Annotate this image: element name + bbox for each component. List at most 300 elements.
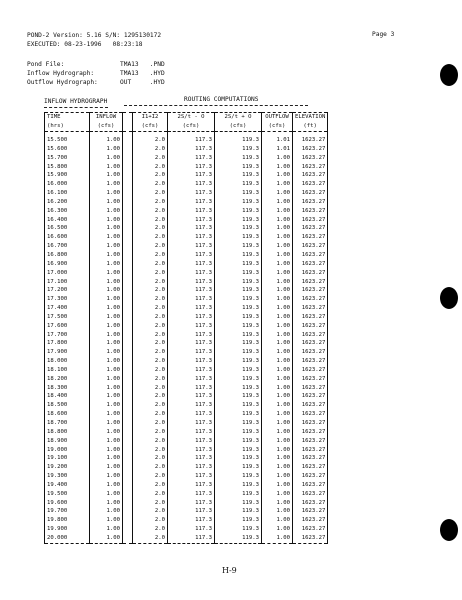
inflow-cell: 1.00: [90, 136, 123, 145]
pond-file-label: Pond File:: [27, 61, 65, 68]
col-time-header: TIME: [45, 113, 90, 123]
i1i2-cell: 2.0: [133, 507, 168, 516]
time-cell: 19.600: [45, 499, 90, 508]
time-cell: 18.600: [45, 410, 90, 419]
outflow-cell: 1.00: [262, 339, 293, 348]
i1i2-cell: 2.0: [133, 145, 168, 154]
table-row: [45, 145, 328, 154]
elevation-cell: 1623.27: [293, 163, 328, 172]
elevation-cell: 1623.27: [293, 260, 328, 269]
elevation-cell: 1623.27: [293, 224, 328, 233]
elevation-cell: 1623.27: [293, 313, 328, 322]
table-row: [45, 233, 328, 242]
2st-plus-o-cell: 119.3: [215, 136, 262, 145]
2st-minus-o-cell: 117.3: [168, 534, 215, 543]
col-2st-minus-o-unit: (cfs): [168, 122, 215, 132]
column-unit-row: [45, 122, 328, 132]
2st-minus-o-cell: 117.3: [168, 304, 215, 313]
table-row: [45, 507, 328, 516]
col-outflow-header: OUTFLOW: [262, 113, 293, 123]
elevation-cell: 1623.27: [293, 534, 328, 543]
elevation-cell: 1623.27: [293, 180, 328, 189]
2st-plus-o-cell: 119.3: [215, 366, 262, 375]
elevation-cell: 1623.27: [293, 490, 328, 499]
2st-minus-o-cell: 117.3: [168, 242, 215, 251]
2st-plus-o-cell: 119.3: [215, 154, 262, 163]
outflow-cell: 1.00: [262, 384, 293, 393]
inflow-cell: 1.00: [90, 180, 123, 189]
2st-plus-o-cell: 119.3: [215, 516, 262, 525]
2st-plus-o-cell: 119.3: [215, 446, 262, 455]
time-cell: 15.600: [45, 145, 90, 154]
inflow-cell: 1.00: [90, 357, 123, 366]
2st-minus-o-cell: 117.3: [168, 463, 215, 472]
table-row: [45, 207, 328, 216]
2st-minus-o-cell: 117.3: [168, 322, 215, 331]
elevation-cell: 1623.27: [293, 189, 328, 198]
col-time-unit: (hrs): [45, 122, 90, 132]
time-cell: 19.800: [45, 516, 90, 525]
i1i2-cell: 2.0: [133, 525, 168, 534]
i1i2-cell: 2.0: [133, 207, 168, 216]
i1i2-cell: 2.0: [133, 189, 168, 198]
outflow-cell: 1.00: [262, 410, 293, 419]
i1i2-cell: 2.0: [133, 454, 168, 463]
table-row: [45, 419, 328, 428]
2st-plus-o-cell: 119.3: [215, 198, 262, 207]
2st-minus-o-cell: 117.3: [168, 525, 215, 534]
outflow-cell: 1.01: [262, 145, 293, 154]
2st-minus-o-cell: 117.3: [168, 198, 215, 207]
i1i2-cell: 2.0: [133, 269, 168, 278]
outflow-cell: 1.00: [262, 331, 293, 340]
inflow-cell: 1.00: [90, 348, 123, 357]
table-row: [45, 313, 328, 322]
time-cell: 17.600: [45, 322, 90, 331]
elevation-cell: 1623.27: [293, 242, 328, 251]
col-outflow-unit: (cfs): [262, 122, 293, 132]
table-row: [45, 198, 328, 207]
version-line: POND-2 Version: 5.16 S/N: 1295130172: [27, 32, 162, 39]
table-row: [45, 348, 328, 357]
outflow-cell: 1.00: [262, 401, 293, 410]
inflow-cell: 1.00: [90, 384, 123, 393]
time-cell: 19.700: [45, 507, 90, 516]
2st-minus-o-cell: 117.3: [168, 516, 215, 525]
time-cell: 17.800: [45, 339, 90, 348]
2st-minus-o-cell: 117.3: [168, 428, 215, 437]
routing-table-body: [45, 136, 328, 543]
elevation-cell: 1623.27: [293, 339, 328, 348]
routing-computations-title: ROUTING COMPUTATIONS: [184, 96, 259, 103]
2st-minus-o-cell: 117.3: [168, 507, 215, 516]
i1i2-cell: 2.0: [133, 313, 168, 322]
outflow-cell: 1.00: [262, 437, 293, 446]
i1i2-cell: 2.0: [133, 171, 168, 180]
2st-minus-o-cell: 117.3: [168, 154, 215, 163]
i1i2-cell: 2.0: [133, 534, 168, 543]
table-row: [45, 516, 328, 525]
time-cell: 18.100: [45, 366, 90, 375]
i1i2-cell: 2.0: [133, 446, 168, 455]
time-cell: 15.900: [45, 171, 90, 180]
elevation-cell: 1623.27: [293, 525, 328, 534]
outflow-cell: 1.00: [262, 534, 293, 543]
outflow-cell: 1.00: [262, 419, 293, 428]
2st-minus-o-cell: 117.3: [168, 490, 215, 499]
inflow-cell: 1.00: [90, 525, 123, 534]
2st-plus-o-cell: 119.3: [215, 260, 262, 269]
2st-plus-o-cell: 119.3: [215, 242, 262, 251]
i1i2-cell: 2.0: [133, 322, 168, 331]
inflow-cell: 1.00: [90, 516, 123, 525]
outflow-cell: 1.00: [262, 180, 293, 189]
col-i1i2-unit: (cfs): [133, 122, 168, 132]
2st-minus-o-cell: 117.3: [168, 384, 215, 393]
outflow-cell: 1.00: [262, 198, 293, 207]
2st-plus-o-cell: 119.3: [215, 286, 262, 295]
inflow-cell: 1.00: [90, 401, 123, 410]
time-cell: 19.500: [45, 490, 90, 499]
2st-plus-o-cell: 119.3: [215, 189, 262, 198]
time-cell: 18.200: [45, 375, 90, 384]
2st-minus-o-cell: 117.3: [168, 472, 215, 481]
2st-minus-o-cell: 117.3: [168, 357, 215, 366]
2st-plus-o-cell: 119.3: [215, 145, 262, 154]
elevation-cell: 1623.27: [293, 437, 328, 446]
elevation-cell: 1623.27: [293, 278, 328, 287]
2st-plus-o-cell: 119.3: [215, 251, 262, 260]
column-header-row: [45, 113, 328, 123]
2st-plus-o-cell: 119.3: [215, 313, 262, 322]
2st-minus-o-cell: 117.3: [168, 499, 215, 508]
table-row: [45, 278, 328, 287]
2st-plus-o-cell: 119.3: [215, 499, 262, 508]
i1i2-cell: 2.0: [133, 419, 168, 428]
elevation-cell: 1623.27: [293, 286, 328, 295]
outflow-cell: 1.00: [262, 260, 293, 269]
elevation-cell: 1623.27: [293, 154, 328, 163]
table-row: [45, 499, 328, 508]
outflow-cell: 1.00: [262, 242, 293, 251]
i1i2-cell: 2.0: [133, 375, 168, 384]
table-row: [45, 154, 328, 163]
outflow-cell: 1.00: [262, 322, 293, 331]
time-cell: 15.800: [45, 163, 90, 172]
time-cell: 18.700: [45, 419, 90, 428]
time-cell: 15.700: [45, 154, 90, 163]
2st-plus-o-cell: 119.3: [215, 490, 262, 499]
i1i2-cell: 2.0: [133, 154, 168, 163]
elevation-cell: 1623.27: [293, 198, 328, 207]
time-cell: 16.600: [45, 233, 90, 242]
table-row: [45, 525, 328, 534]
inflow-cell: 1.00: [90, 286, 123, 295]
table-row: [45, 472, 328, 481]
outflow-cell: 1.00: [262, 463, 293, 472]
time-cell: 16.900: [45, 260, 90, 269]
table-row: [45, 384, 328, 393]
time-cell: 17.700: [45, 331, 90, 340]
outflow-cell: 1.00: [262, 507, 293, 516]
i1i2-cell: 2.0: [133, 339, 168, 348]
inflow-cell: 1.00: [90, 198, 123, 207]
time-cell: 16.500: [45, 224, 90, 233]
i1i2-cell: 2.0: [133, 233, 168, 242]
2st-plus-o-cell: 119.3: [215, 304, 262, 313]
outflow-cell: 1.00: [262, 286, 293, 295]
table-row: [45, 437, 328, 446]
i1i2-cell: 2.0: [133, 163, 168, 172]
time-cell: 15.500: [45, 136, 90, 145]
i1i2-cell: 2.0: [133, 224, 168, 233]
inflow-cell: 1.00: [90, 269, 123, 278]
outflow-cell: 1.00: [262, 269, 293, 278]
2st-plus-o-cell: 119.3: [215, 278, 262, 287]
col-elevation-header: ELEVATION: [293, 113, 328, 123]
2st-minus-o-cell: 117.3: [168, 410, 215, 419]
inflow-cell: 1.00: [90, 366, 123, 375]
outflow-cell: 1.00: [262, 499, 293, 508]
outflow-cell: 1.00: [262, 366, 293, 375]
elevation-cell: 1623.27: [293, 428, 328, 437]
time-cell: 16.100: [45, 189, 90, 198]
outflow-hydrograph-label: Outflow Hydrograph:: [27, 79, 98, 86]
inflow-cell: 1.00: [90, 428, 123, 437]
time-cell: 17.100: [45, 278, 90, 287]
time-cell: 19.300: [45, 472, 90, 481]
time-cell: 16.300: [45, 207, 90, 216]
inflow-cell: 1.00: [90, 490, 123, 499]
outflow-cell: 1.00: [262, 233, 293, 242]
2st-plus-o-cell: 119.3: [215, 216, 262, 225]
2st-plus-o-cell: 119.3: [215, 233, 262, 242]
table-row: [45, 295, 328, 304]
outflow-cell: 1.00: [262, 428, 293, 437]
i1i2-cell: 2.0: [133, 401, 168, 410]
inflow-hydrograph-title: INFLOW HYDROGRAPH: [44, 98, 108, 105]
outflow-cell: 1.00: [262, 171, 293, 180]
2st-minus-o-cell: 117.3: [168, 392, 215, 401]
outflow-cell: 1.00: [262, 295, 293, 304]
inflow-cell: 1.00: [90, 499, 123, 508]
inflow-hydrograph-label: Inflow Hydrograph:: [27, 70, 95, 77]
i1i2-cell: 2.0: [133, 136, 168, 145]
2st-minus-o-cell: 117.3: [168, 189, 215, 198]
2st-plus-o-cell: 119.3: [215, 481, 262, 490]
i1i2-cell: 2.0: [133, 278, 168, 287]
2st-plus-o-cell: 119.3: [215, 348, 262, 357]
elevation-cell: 1623.27: [293, 304, 328, 313]
outflow-cell: 1.00: [262, 216, 293, 225]
outflow-cell: 1.00: [262, 278, 293, 287]
inflow-cell: 1.00: [90, 260, 123, 269]
2st-minus-o-cell: 117.3: [168, 339, 215, 348]
table-row: [45, 304, 328, 313]
elevation-cell: 1623.27: [293, 366, 328, 375]
outflow-cell: 1.00: [262, 392, 293, 401]
punch-hole-middle: [440, 287, 458, 309]
table-row: [45, 286, 328, 295]
inflow-cell: 1.00: [90, 331, 123, 340]
time-cell: 18.800: [45, 428, 90, 437]
inflow-cell: 1.00: [90, 375, 123, 384]
2st-plus-o-cell: 119.3: [215, 375, 262, 384]
elevation-cell: 1623.27: [293, 295, 328, 304]
elevation-cell: 1623.27: [293, 375, 328, 384]
elevation-cell: 1623.27: [293, 207, 328, 216]
elevation-cell: 1623.27: [293, 481, 328, 490]
2st-minus-o-cell: 117.3: [168, 269, 215, 278]
inflow-cell: 1.00: [90, 437, 123, 446]
time-cell: 17.000: [45, 269, 90, 278]
table-row: [45, 242, 328, 251]
time-cell: 17.200: [45, 286, 90, 295]
table-row: [45, 366, 328, 375]
col-inflow-unit: (cfs): [90, 122, 123, 132]
table-row: [45, 189, 328, 198]
inflow-cell: 1.00: [90, 207, 123, 216]
2st-plus-o-cell: 119.3: [215, 322, 262, 331]
i1i2-cell: 2.0: [133, 481, 168, 490]
2st-plus-o-cell: 119.3: [215, 171, 262, 180]
punch-hole-top: [440, 64, 458, 86]
i1i2-cell: 2.0: [133, 516, 168, 525]
table-row: [45, 260, 328, 269]
table-row: [45, 454, 328, 463]
2st-plus-o-cell: 119.3: [215, 534, 262, 543]
inflow-cell: 1.00: [90, 145, 123, 154]
elevation-cell: 1623.27: [293, 216, 328, 225]
i1i2-cell: 2.0: [133, 410, 168, 419]
page-number: Page 3: [372, 31, 395, 38]
table-row: [45, 410, 328, 419]
col-2st-plus-o-unit: (cfs): [215, 122, 262, 132]
outflow-cell: 1.00: [262, 348, 293, 357]
2st-minus-o-cell: 117.3: [168, 136, 215, 145]
inflow-cell: 1.00: [90, 163, 123, 172]
table-row: [45, 481, 328, 490]
table-row: [45, 534, 328, 543]
i1i2-cell: 2.0: [133, 437, 168, 446]
outflow-hydrograph-value: OUT .HYD: [120, 79, 165, 86]
2st-plus-o-cell: 119.3: [215, 357, 262, 366]
i1i2-cell: 2.0: [133, 499, 168, 508]
elevation-cell: 1623.27: [293, 348, 328, 357]
elevation-cell: 1623.27: [293, 145, 328, 154]
table-row: [45, 446, 328, 455]
2st-minus-o-cell: 117.3: [168, 375, 215, 384]
outflow-cell: 1.00: [262, 525, 293, 534]
inflow-cell: 1.00: [90, 295, 123, 304]
elevation-cell: 1623.27: [293, 269, 328, 278]
elevation-cell: 1623.27: [293, 401, 328, 410]
time-cell: 19.400: [45, 481, 90, 490]
2st-plus-o-cell: 119.3: [215, 339, 262, 348]
outflow-cell: 1.00: [262, 304, 293, 313]
2st-plus-o-cell: 119.3: [215, 437, 262, 446]
outflow-cell: 1.00: [262, 189, 293, 198]
2st-minus-o-cell: 117.3: [168, 224, 215, 233]
col-inflow-header: INFLOW: [90, 113, 123, 123]
table-row: [45, 401, 328, 410]
2st-plus-o-cell: 119.3: [215, 507, 262, 516]
routing-table: [44, 112, 328, 544]
elevation-cell: 1623.27: [293, 419, 328, 428]
elevation-cell: 1623.27: [293, 251, 328, 260]
2st-plus-o-cell: 119.3: [215, 384, 262, 393]
time-cell: 18.000: [45, 357, 90, 366]
2st-minus-o-cell: 117.3: [168, 419, 215, 428]
inflow-cell: 1.00: [90, 304, 123, 313]
inflow-cell: 1.00: [90, 534, 123, 543]
i1i2-cell: 2.0: [133, 304, 168, 313]
table-row: [45, 463, 328, 472]
2st-minus-o-cell: 117.3: [168, 454, 215, 463]
inflow-cell: 1.00: [90, 481, 123, 490]
i1i2-cell: 2.0: [133, 463, 168, 472]
i1i2-cell: 2.0: [133, 366, 168, 375]
elevation-cell: 1623.27: [293, 507, 328, 516]
table-row: [45, 251, 328, 260]
2st-minus-o-cell: 117.3: [168, 401, 215, 410]
time-cell: 18.400: [45, 392, 90, 401]
table-row: [45, 375, 328, 384]
elevation-cell: 1623.27: [293, 454, 328, 463]
2st-plus-o-cell: 119.3: [215, 331, 262, 340]
time-cell: 17.500: [45, 313, 90, 322]
2st-minus-o-cell: 117.3: [168, 180, 215, 189]
outflow-cell: 1.00: [262, 472, 293, 481]
outflow-cell: 1.00: [262, 481, 293, 490]
2st-minus-o-cell: 117.3: [168, 251, 215, 260]
table-row: [45, 331, 328, 340]
inflow-cell: 1.00: [90, 313, 123, 322]
i1i2-cell: 2.0: [133, 198, 168, 207]
inflow-cell: 1.00: [90, 224, 123, 233]
outflow-cell: 1.00: [262, 154, 293, 163]
outflow-cell: 1.00: [262, 454, 293, 463]
i1i2-cell: 2.0: [133, 242, 168, 251]
2st-minus-o-cell: 117.3: [168, 366, 215, 375]
col-2st-minus-o-header: 2S/t - O: [168, 113, 215, 123]
inflow-cell: 1.00: [90, 446, 123, 455]
outflow-cell: 1.00: [262, 446, 293, 455]
elevation-cell: 1623.27: [293, 410, 328, 419]
elevation-cell: 1623.27: [293, 446, 328, 455]
2st-plus-o-cell: 119.3: [215, 207, 262, 216]
time-cell: 18.500: [45, 401, 90, 410]
i1i2-cell: 2.0: [133, 295, 168, 304]
i1i2-cell: 2.0: [133, 357, 168, 366]
i1i2-cell: 2.0: [133, 384, 168, 393]
i1i2-cell: 2.0: [133, 331, 168, 340]
col-i1i2-header: I1+I2: [133, 113, 168, 123]
table-row: [45, 224, 328, 233]
i1i2-cell: 2.0: [133, 348, 168, 357]
elevation-cell: 1623.27: [293, 357, 328, 366]
routing-title-underline: [124, 105, 308, 106]
2st-plus-o-cell: 119.3: [215, 401, 262, 410]
table-row: [45, 180, 328, 189]
2st-minus-o-cell: 117.3: [168, 446, 215, 455]
table-row: [45, 322, 328, 331]
2st-plus-o-cell: 119.3: [215, 419, 262, 428]
2st-plus-o-cell: 119.3: [215, 163, 262, 172]
2st-minus-o-cell: 117.3: [168, 295, 215, 304]
inflow-cell: 1.00: [90, 419, 123, 428]
2st-plus-o-cell: 119.3: [215, 392, 262, 401]
